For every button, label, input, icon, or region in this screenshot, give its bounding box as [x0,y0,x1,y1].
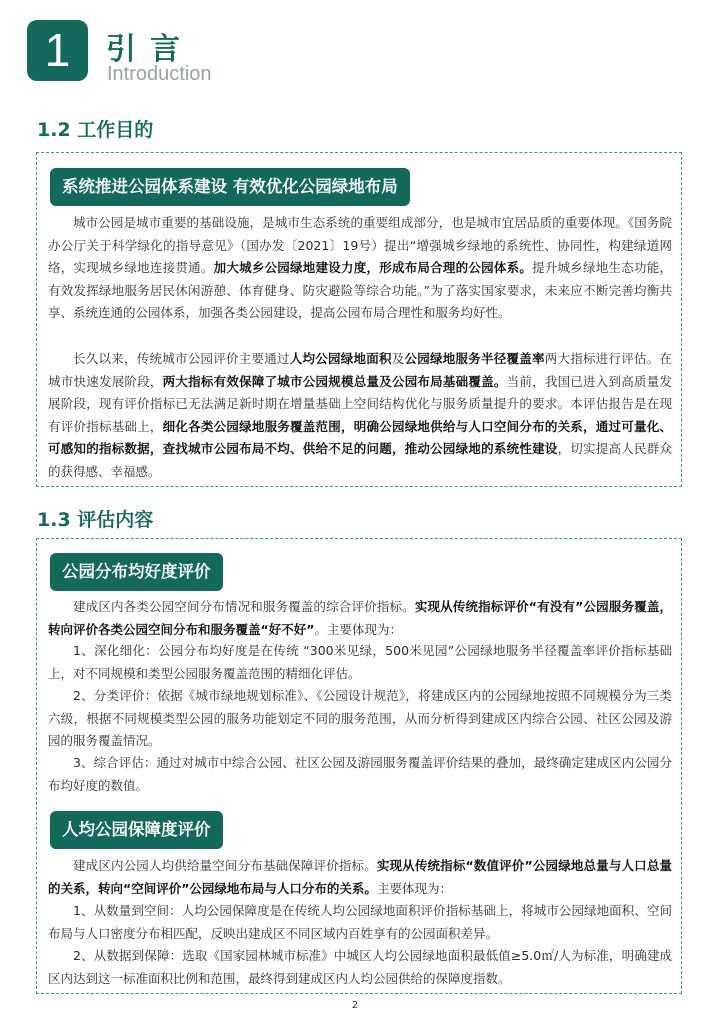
text-run: 建成区内各类公园空间分布情况和服务覆盖的综合评价指标。 [73,599,415,614]
list-item-classify: 2、分类评价：依据《城市绿地规划标准》、《公园设计规范》，将建成区内的公园绿地按照不同规模分为三类六级，根据不同规模类型公园的服务功能划定不同的服务范围，从而分析得到建成区内综合公园、社区公园及游园的服务覆盖情况。 [48,688,672,749]
paragraph-purpose-1 [48,212,672,325]
section-heading-1-3: 1.3 评估内容 [37,509,154,531]
paragraph-purpose-2 [48,348,672,484]
text-run: 及 [391,351,405,366]
text-run: 建成区内公园人均供给量空间分布基础保障评价指标。 [73,858,377,873]
emphasized-text: 细化各类公园绿地服务覆盖范围，明确公园绿地供给与人口空间分布的关系，通过可量化、可感知的指标数据，查找城市公园布局不均、供给不足的问题，推动公园绿地的系统性建设 [48,418,672,457]
banner-park-system: 系统推进公园体系建设 有效优化公园绿地布局 [50,168,410,206]
text-run: 长久以来，传统城市公园评价主要通过 [73,351,290,366]
text-run: 两大指标进行评估。在城市快速发展阶段， [48,351,672,389]
page-number: 2 [351,1000,359,1011]
emphasized-text: 加大城乡公园绿地建设力度，形成布局合理的公园体系。 [213,260,533,276]
emphasized-text: 人均公园绿地面积 [289,351,392,366]
text-run: 当前，我国已进入到高质量发展阶段，现有评价指标已无法满足新时期在增量基础上空间结构优化与服务质量提升的要求。本评估报告是在现有评价指标基础上， [48,373,672,434]
text-run: 。主要体现为： [314,621,402,637]
emphasized-text: 实现从传统指标评价“有没有”公园服务覆盖，转向评价各类公园空间分布和服务覆盖“好不好” [48,599,672,637]
banner-distribution-evaluation: 公园分布均好度评价 [50,553,223,591]
emphasized-text: 两大指标有效保障了城市公园规模总量及公园布局基础覆盖。 [162,373,507,389]
emphasized-text: 实现从传统指标“数值评价”公园绿地总量与人口总量的关系，转向“空间评价”公园绿地布局与人口分布的关系。 [48,858,672,896]
list-item-data-to-guarantee: 2、从数据到保障：选取《国家园林城市标准》中城区人均公园绿地面积最低值≥5.0㎡/人为标准，明确建成区内达到这一标准面积比例和范围，最终得到建成区内人均公园供给的保障度指数。 [48,948,672,986]
list-item-quantity-to-space: 1、从数量到空间：人均公园保障度是在传统人均公园绿地面积评价指标基础上，将城市公园绿地面积、空间布局与人口密度分布相匹配，反映出建成区不同区域内百姓享有的公园面积差异。 [48,903,672,941]
chapter-number-badge: 1 [27,20,88,81]
section-heading-1-2: 1.2 工作目的 [37,119,154,141]
list-item-comprehensive: 3、综合评估：通过对城市中综合公园、社区公园及游园服务覆盖评价结果的叠加，最终确定建成区内公园分布均好度的数值。 [48,755,672,793]
chapter-title-english: Introduction [107,63,212,85]
list-item-deepen: 1、深化细化：公园分布均好度是在传统 “300米见绿，500米见园”公园绿地服务半径覆盖率评价指标基础上，对不同规模和类型公园服务覆盖范围的精细化评估。 [48,643,672,681]
text-run: 主要体现为： [376,880,452,896]
paragraph-per-capita-intro [48,855,672,900]
emphasized-text: 公园绿地服务半径覆盖率 [404,351,545,366]
text-run: 城市公园是城市重要的基础设施，是城市生态系统的重要组成部分，也是城市宜居品质的重要体现。《国务院办公厅关于科学绿化的指导意见》（国办发〔2021〕19号）提出“增强城乡绿地的系统性、协同性，构建绿道网络，实现城乡绿地连接贯通。 [48,215,672,276]
text-run: ，切实提高人民群众的获得感、幸福感。 [48,441,672,479]
chapter-title: 引言 [106,32,194,67]
paragraph-distribution-intro [48,596,672,641]
text-run: 提升城乡绿地生态功能，有效发挥绿地服务居民休闲游憩、体育健身、防灾避险等综合功能。”为了落实国家要求，未来应不断完善均衡共享、系统连通的公园体系，加强各类公园建设，提高公园布局合理性和服务均好性。 [48,260,672,321]
banner-per-capita-evaluation: 人均公园保障度评价 [50,811,223,849]
